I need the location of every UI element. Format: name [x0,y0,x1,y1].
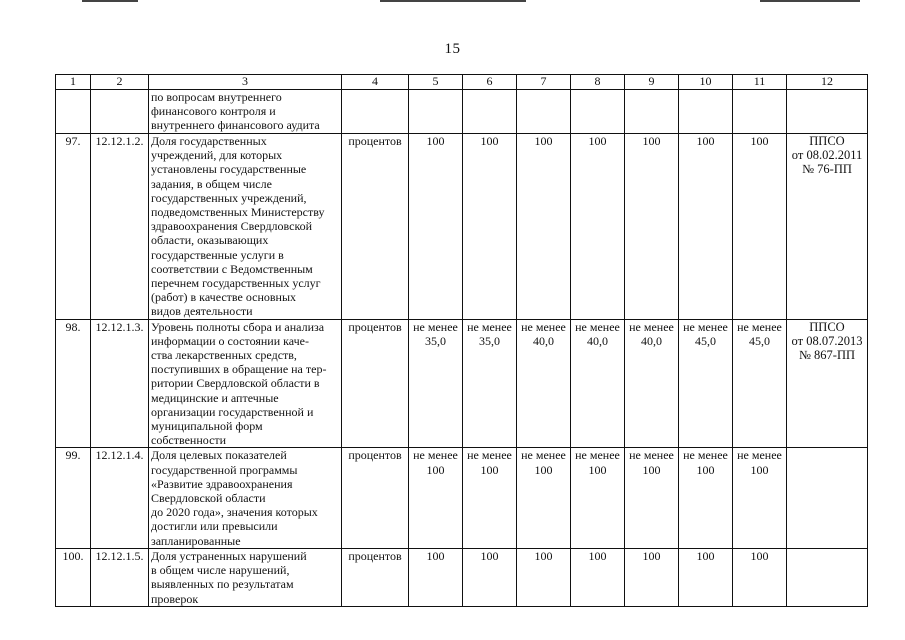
cell-empty [463,90,517,134]
page-number: 15 [444,41,461,57]
table-row-100 [56,548,868,606]
value-cell: 100 [679,548,733,606]
indicator-code: 12.12.1.3. [91,319,149,448]
value-cell: 100 [571,134,625,320]
value-cell: не менее 100 [463,448,517,548]
value-cell: 100 [463,134,517,320]
column-header: 8 [571,75,625,90]
value-cell: 100 [679,134,733,320]
unit-of-measure: процентов [342,319,409,448]
value-cell: не менее 100 [733,448,787,548]
column-header: 10 [679,75,733,90]
value-cell: не менее 45,0 [679,319,733,448]
value-cell: не менее 100 [679,448,733,548]
indicator-code: 12.12.1.2. [91,134,149,320]
value-cell: 100 [625,548,679,606]
value-cell: не менее 100 [571,448,625,548]
indicator-description: Доля целевых показателей государственной программы «Развитие здравоохранения Свердловской области до 2020 года», значения которых достигли или превысили запланированные [149,448,342,548]
value-cell: 100 [409,548,463,606]
column-header: 5 [409,75,463,90]
indicator-description: Доля устраненных нарушений в общем числе нарушений, выявленных по результатам проверок [149,548,342,606]
cell-empty [91,90,149,134]
column-header: 9 [625,75,679,90]
indicator-code: 12.12.1.4. [91,448,149,548]
row-number: 100. [56,548,91,606]
value-cell: не менее 100 [517,448,571,548]
legal-reference: ППСО от 08.02.2011 № 76-ПП [787,134,868,320]
row-number: 97. [56,134,91,320]
indicator-code: 12.12.1.5. [91,548,149,606]
unit-of-measure: процентов [342,548,409,606]
continuation-description: по вопросам внутреннего финансового контроля и внутреннего финансового аудита [149,90,342,134]
legal-reference [787,448,868,548]
column-header: 11 [733,75,787,90]
column-header: 4 [342,75,409,90]
column-header: 7 [517,75,571,90]
indicators-table [55,74,868,607]
value-cell: 100 [625,134,679,320]
continuation-row [56,90,868,134]
cell-empty [56,90,91,134]
value-cell: не менее 45,0 [733,319,787,448]
legal-reference: ППСО от 08.07.2013 № 867-ПП [787,319,868,448]
scan-edge-mark-left [82,0,138,2]
unit-of-measure: процентов [342,134,409,320]
cell-empty [733,90,787,134]
scan-edge-mark-center [380,0,526,2]
value-cell: не менее 40,0 [625,319,679,448]
column-header: 6 [463,75,517,90]
cell-empty [571,90,625,134]
indicator-description: Уровень полноты сбора и анализа информации о состоянии каче- ства лекарственных средств, поступивших в обращение на тер- ритории Свердловской области в медицинские и аптечные организации государственной и муниципальной форм собственности [149,319,342,448]
value-cell: не менее 35,0 [409,319,463,448]
column-header: 12 [787,75,868,90]
value-cell: 100 [571,548,625,606]
cell-empty [517,90,571,134]
value-cell: 100 [733,548,787,606]
row-number: 98. [56,319,91,448]
row-number: 99. [56,448,91,548]
column-header: 2 [91,75,149,90]
column-header: 3 [149,75,342,90]
unit-of-measure: процентов [342,448,409,548]
value-cell: не менее 100 [625,448,679,548]
legal-reference [787,548,868,606]
cell-empty [409,90,463,134]
value-cell: 100 [517,134,571,320]
table-row-98 [56,319,868,448]
value-cell: 100 [517,548,571,606]
table-row-97 [56,134,868,320]
scan-edge-mark-right [760,0,860,2]
value-cell: не менее 40,0 [517,319,571,448]
table-row-99 [56,448,868,548]
column-header: 1 [56,75,91,90]
value-cell: 100 [463,548,517,606]
value-cell: не менее 100 [409,448,463,548]
cell-empty [679,90,733,134]
value-cell: не менее 40,0 [571,319,625,448]
cell-empty [625,90,679,134]
cell-empty [787,90,868,134]
value-cell: 100 [409,134,463,320]
cell-empty [342,90,409,134]
indicator-description: Доля государственных учреждений, для которых установлены государственные задания, в общем числе государственных учреждений, подведомственных Министерству здравоохранения Свердловской области, оказывающих государственные услуги в соответствии с Ведомственным перечнем государственных услуг (работ) в качестве основных видов деятельности [149,134,342,320]
value-cell: не менее 35,0 [463,319,517,448]
column-number-header-row [56,75,868,90]
value-cell: 100 [733,134,787,320]
